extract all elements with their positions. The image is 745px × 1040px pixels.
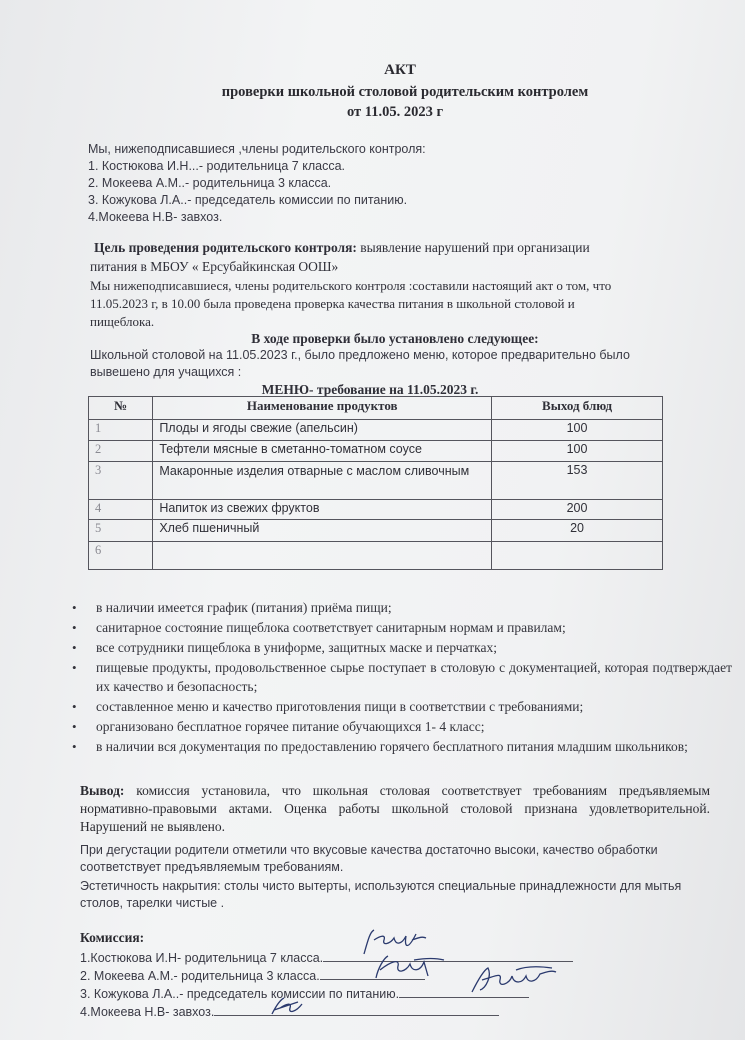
act-paragraph-3: пищеблока. [90,314,155,329]
doc-date: от 11.05. 2023 г [346,104,444,120]
signatory-name: 3. Кожукова Л.А..- председатель комиссии по питанию. [80,987,400,1001]
row-number: 4 [89,500,153,520]
row-output: 20 [492,520,663,542]
aesthetics-note: Эстетичность накрытия: столы чисто вытерты, используются специальные принадлежности для мытья столов, тарелки чистые . [80,879,682,910]
signatory-name: 2. Мокеева А.М.- родительница 3 класса. [80,969,320,983]
commission-heading: Комиссия: [80,930,145,945]
findings-line-2: вывешено для учащихся : [90,365,242,379]
row-product [153,542,492,570]
purpose-text-2: питания в МБОУ « Ерсубайкинская ООШ» [90,259,339,274]
handwritten-signature-2 [370,952,450,982]
tasting-note: При дегустации родители отметили что вкусовые качества достаточно высоки, качество обработки соответствует предъявляемым требованиям. [80,843,658,874]
list-item: • в наличии вся документация по предоставлению горячего бесплатного питания младшим школьников; [72,737,732,756]
col-name-header: Наименование продуктов [153,397,492,420]
list-item: • все сотрудники пищеблока в униформе, защитных маске и перчатках; [72,638,732,657]
table-row [89,520,663,542]
table-row [89,542,663,570]
purpose-line [94,240,590,256]
row-product: Тефтели мясные в сметанно-томатном соусе [153,441,492,462]
findings-line-1: Школьной столовой на 11.05.2023 г., было предложено меню, которое предварительно было [90,348,630,362]
handwritten-signature-3 [466,962,558,996]
act-paragraph-1: Мы нижеподписавшиеся, члены родительского контроля :составили настоящий акт о том, что [90,278,612,293]
conclusion-label: Вывод: [80,783,125,798]
conclusion-paragraph [80,782,710,836]
list-item: • организовано бесплатное горячее питание обучающихся 1- 4 класс; [72,717,732,736]
col-output-header: Выход блюд [492,397,663,420]
intro-heading: Мы, нижеподписавшиеся ,члены родительского контроля: [88,142,426,156]
row-product: Хлеб пшеничный [153,520,492,542]
list-item: • санитарное состояние пищеблока соответствует санитарным нормам и правилам; [72,618,732,637]
row-output: 100 [492,441,663,462]
menu-table-header [89,397,663,420]
row-output: 153 [492,462,663,500]
member-4: 4.Мокеева Н.В- завхоз. [88,210,223,224]
col-number-header: № [89,397,153,420]
list-item: • в наличии имеется график (питания) приёма пищи; [72,598,732,617]
list-item: • пищевые продукты, продовольственное сырье поступает в столовую с документацией, которая подтверждает их качество и безопасность; [72,658,732,696]
member-3: 3. Кожукова Л.А..- председатель комиссии по питанию. [88,193,408,207]
row-product: Плоды и ягоды свежие (апельсин) [153,420,492,441]
act-paragraph-2: 11.05.2023 г, в 10.00 была проведена проверка качества питания в школьной столовой и [90,296,575,311]
table-row [89,462,663,500]
purpose-label: Цель проведения родительского контроля: [94,240,357,255]
row-product: Макаронные изделия отварные с маслом сливочным [153,462,492,500]
row-number: 2 [89,441,153,462]
doc-subtitle: проверки школьной столовой родительским контролем [221,84,589,100]
signature-line [214,1003,499,1016]
member-2: 2. Мокеева А.М..- родительница 3 класса. [88,176,332,190]
member-1: 1. Костюкова И.Н...- родительница 7 класса. [88,159,346,173]
row-number: 5 [89,520,153,542]
row-product: Напиток из свежих фруктов [153,500,492,520]
conclusion-text: комиссия установила, что школьная столовая соответствует требованиям предъявляемым нормативно-правовыми актами. Оценка работы школьной столовой признана удовлетворительной. Нарушений не выявлено. [80,783,710,834]
menu-caption: МЕНЮ- требование на 11.05.2023 г. [261,382,479,397]
list-item: • составленное меню и качество приготовления пищи в соответствии с требованиями; [72,697,732,716]
row-output: 200 [492,500,663,520]
row-output: 100 [492,420,663,441]
row-output [492,542,663,570]
row-number: 3 [89,462,153,500]
signatory-name: 1.Костюкова И.Н- родительница 7 класса. [80,951,324,965]
doc-title: АКТ [384,62,416,78]
row-number: 6 [89,542,153,570]
row-number: 1 [89,420,153,441]
findings-heading: В ходе проверки было установлено следующее: [251,331,539,346]
purpose-text: выявление нарушений при организации [356,240,590,255]
menu-table [88,396,663,570]
handwritten-signature-4 [268,996,308,1018]
table-row [89,420,663,441]
signatory-name: 4.Мокеева Н.В- завхоз. [80,1005,215,1019]
table-row [89,441,663,462]
table-row [89,500,663,520]
findings-list [72,598,732,757]
